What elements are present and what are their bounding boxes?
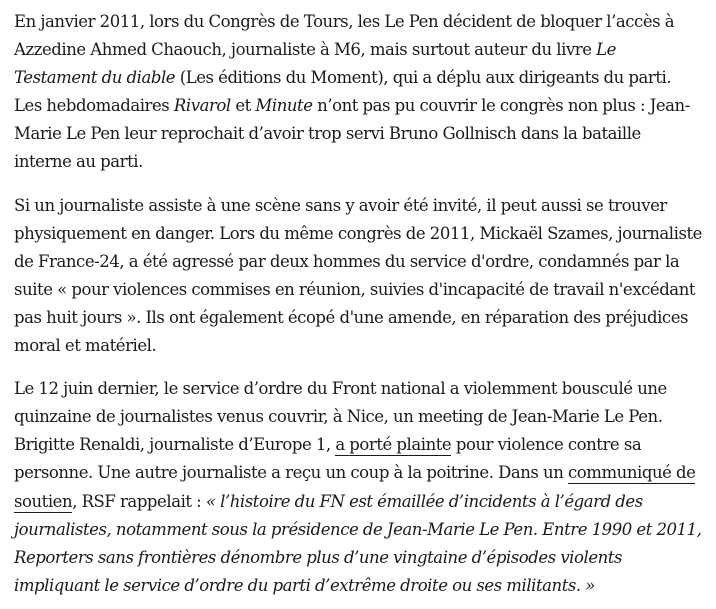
book-title: Le Testament du diable xyxy=(14,40,616,88)
paragraph-3 xyxy=(14,375,702,600)
paragraph-3-text-c: , RSF rappelait : xyxy=(72,491,206,511)
paragraph-1-text-c: et xyxy=(230,96,256,116)
paragraph-1-text-d: n’ont pas pu couvrir le congrès non plus : Jean-Marie Le Pen leur reprochait d’avoir trop servi Bruno Gollnisch dans la bataille interne au parti. xyxy=(14,96,690,172)
press-release-link[interactable]: communiqué de soutien xyxy=(14,463,696,511)
paragraph-1-text-a: En janvier 2011, lors du Congrès de Tours, les Le Pen décident de bloquer l’accès à Azzedine Ahmed Chaouch, journaliste à M6, mais surtout auteur du livre xyxy=(14,12,675,60)
minute-title: Minute xyxy=(255,96,313,116)
paragraph-3-text-b: pour violence contre sa personne. Une autre journaliste a reçu un coup à la poitrine. Dans un xyxy=(14,435,642,483)
complaint-link[interactable]: a porté plainte xyxy=(335,435,452,455)
paragraph-1 xyxy=(14,8,702,177)
rivarol-title: Rivarol xyxy=(173,96,231,116)
paragraph-3-text-a: Le 12 juin dernier, le service d’ordre du Front national a violemment bousculé une quinzaine de journalistes venus couvrir, à Nice, un meeting de Jean-Marie Le Pen. Brigitte Renaldi, journaliste d’Europe 1, xyxy=(14,379,667,455)
paragraph-2: Si un journaliste assiste à une scène sans y avoir été invité, il peut aussi se trouver physiquement en danger. Lors du même congrès de 2011, Mickaël Szames, journaliste de France-24, a été agressé par deux hommes du service d'ordre, condamnés par la suite « pour violences commises en réunion, suivies d'incapacité de travail n'excédant pas huit jours ». Ils ont également écopé d'une amende, en réparation des préjudices moral et matériel. xyxy=(14,195,702,356)
paragraph-1-text-b: (Les éditions du Moment), qui a déplu aux dirigeants du parti. Les hebdomadaires xyxy=(14,68,672,116)
rsf-quote: « l’histoire du FN est émaillée d’incidents à l’égard des journalistes, notamment sous la présidence de Jean-Marie Le Pen. Entre 1990 et 2011, Reporters sans frontières dénombre plus d’une vingtaine d’épisodes violents impliquant le service d’ordre du parti d’extrême droite ou ses militants. » xyxy=(14,491,702,595)
